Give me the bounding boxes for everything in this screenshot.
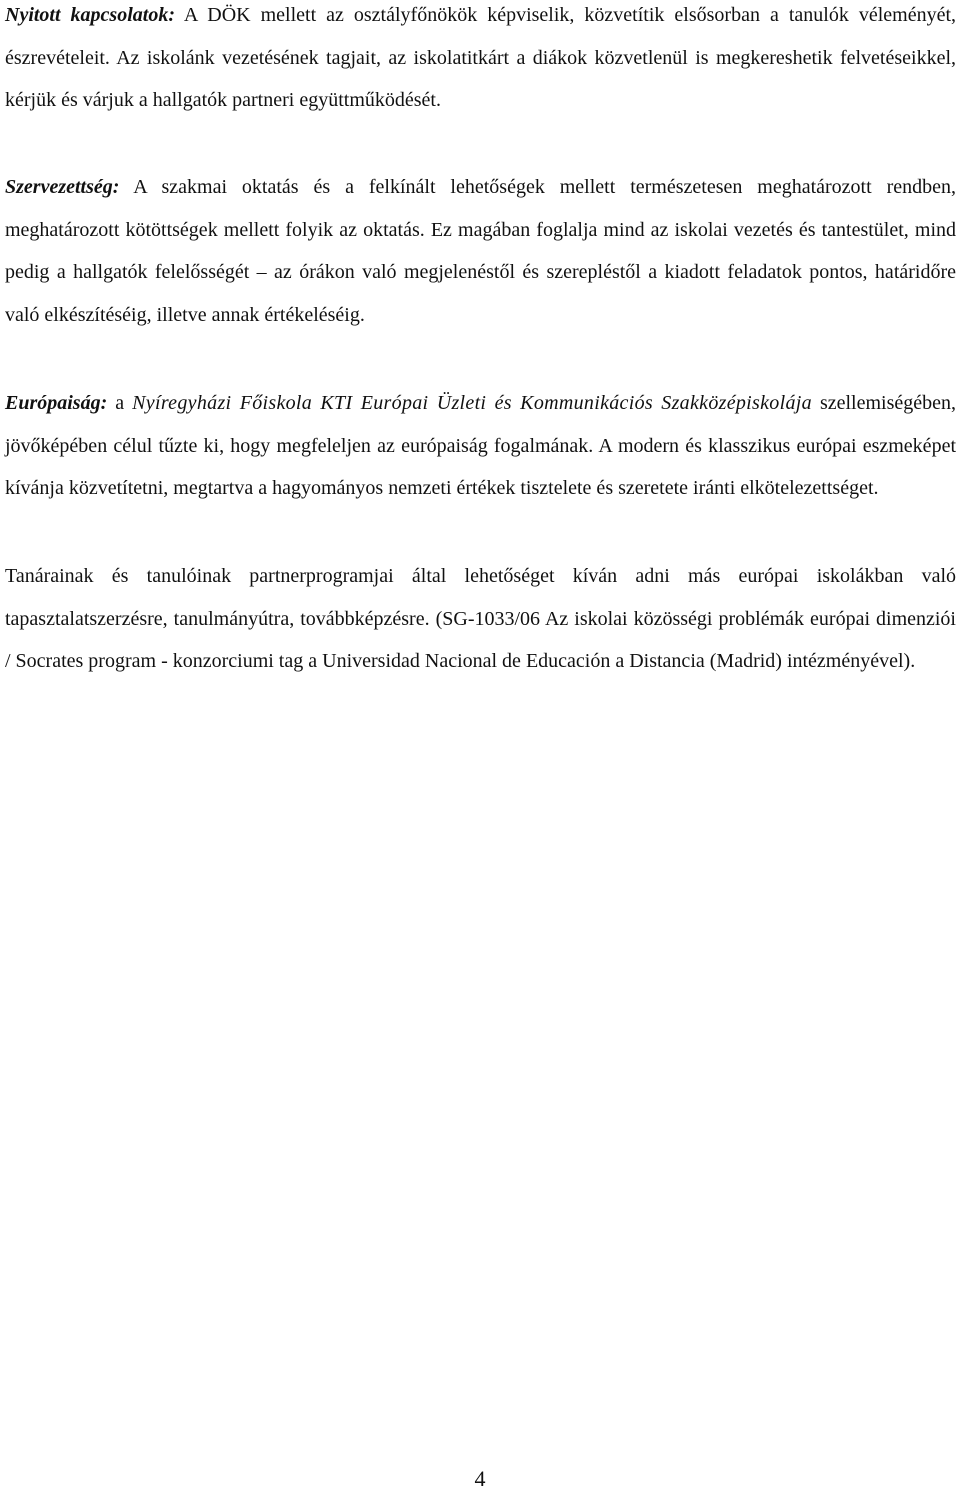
paragraph-europeanness bbox=[5, 382, 956, 510]
paragraph-organization bbox=[5, 166, 956, 336]
paragraph-text: szellemiségében, jövőképében célul tűzte ki, hogy megfeleljen az európaiság fogalmának. A modern és klasszikus európai eszmeképet kívánja közvetítetni, megtartva a hagyományos nemzeti értékek tisztelete és szeretete iránti elkötelezettséget. bbox=[5, 392, 956, 499]
paragraph-lead: Nyitott kapcsolatok: bbox=[5, 4, 175, 26]
paragraph-open-contacts bbox=[5, 0, 956, 122]
paragraph-text: A szakmai oktatás és a felkínált lehetőségek mellett természetesen meghatározott rendben, meghatározott kötöttségek mellett folyik az oktatás. Ez magában foglalja mind az iskolai vezetés és tantestület, mind pedig a hallgatók felelősségét – az órákon való megjelenéstől és szerepléstől a kiadott feladatok pontos, határidőre való elkészítéséig, illetve annak értékeléséig. bbox=[5, 176, 956, 326]
paragraph-text: Tanárainak és tanulóinak partnerprogramjai által lehetőséget kíván adni más európai iskolákban való tapasztalatszerzésre, tanulmányútra, továbbképzésre. (SG-1033/06 Az iskolai közösségi problémák európai dimenziói / Socrates program - konzorciumi tag a Universidad Nacional de Educación a Distancia (Madrid) intézményével). bbox=[5, 565, 956, 672]
paragraph-partner-programs bbox=[5, 555, 956, 683]
page-number: 4 bbox=[474, 1466, 486, 1491]
school-name-italic: Nyíregyházi Főiskola KTI Európai Üzleti és Kommunikációs Szakközépiskolája bbox=[132, 392, 812, 414]
paragraph-text: A DÖK mellett az osztályfőnökök képviselik, közvetítik elsősorban a tanulók véleményét, észrevételeit. Az iskolánk vezetésének tagjait, az iskolatitkárt a diákok közvetlenül is megkereshetik felvetéseikkel, kérjük és várjuk a hallgatók partneri együttműködését. bbox=[5, 4, 957, 111]
paragraph-lead: Európaiság: bbox=[5, 392, 108, 414]
paragraph-pre-italic: a bbox=[107, 392, 133, 414]
paragraph-lead: Szervezettség: bbox=[5, 176, 120, 198]
